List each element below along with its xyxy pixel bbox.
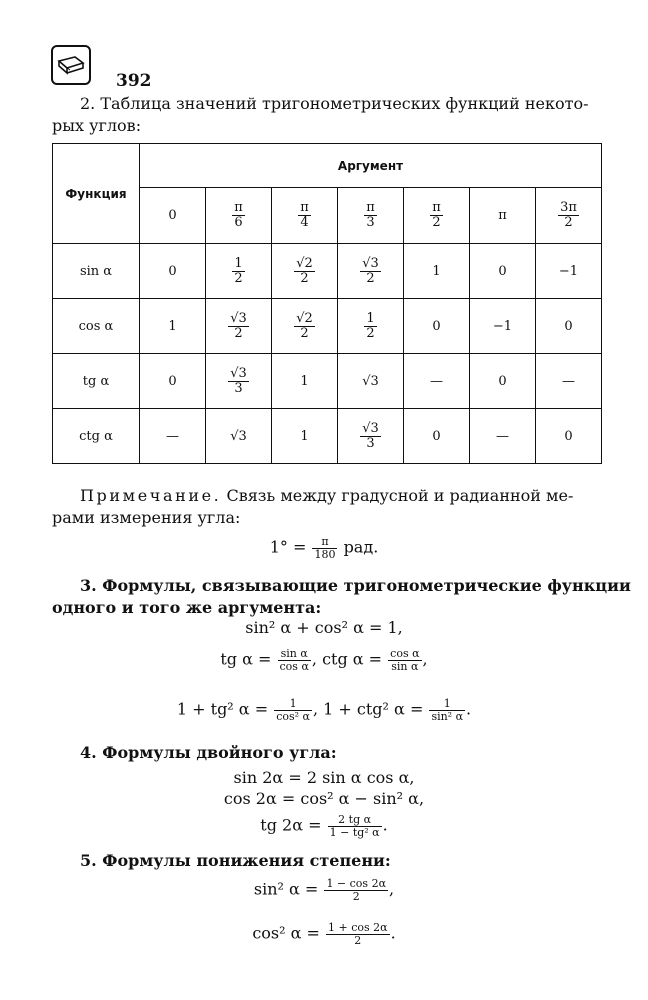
argument-cell — [338, 188, 404, 244]
table.rows.3.cells.5-value: — — [496, 428, 509, 444]
table.rows.3.cells.2-value: 1 — [300, 428, 309, 444]
section-3-line1: 3. Формулы, связывающие тригонометрические функции — [80, 576, 631, 595]
note-line1 — [80, 485, 573, 507]
table.rows.2.cells.1-fraction: $\frac{√3}{3}$ — [230, 365, 247, 396]
argument-cell — [272, 188, 338, 244]
squared-identity: 1 + tg² α = $\frac{1}{\text{cos² α}}$ , 1 + ctg² α = $\frac{1}{\text{sin² α}}$ . — [176, 697, 472, 723]
section-4-title: 4. Формулы двойного угла: — [80, 743, 337, 762]
table.rows.1.cells.1-fraction: $\frac{√3}{2}$ — [230, 310, 247, 341]
value-cell — [338, 244, 404, 299]
function-name: sin α — [53, 244, 140, 299]
function-name: cos α — [53, 299, 140, 354]
table.rows.2.cells.5-value: 0 — [498, 373, 507, 389]
table.rows.3.cells.6-value: 0 — [564, 428, 573, 444]
table.rows.3.cells.0-value: — — [166, 428, 179, 444]
value-cell — [206, 409, 272, 464]
degree-formula — [0, 536, 648, 560]
table.args.6-fraction: $\frac{3\pi}{2}$ — [560, 200, 577, 230]
table.rows.3.cells.4-value: 0 — [432, 428, 441, 444]
table-row — [53, 354, 602, 409]
value-cell — [338, 409, 404, 464]
tg-ctg-identity: tg α = $\frac{\text{sin α}}{\text{cos α}}$ , ctg α = $\frac{\text{cos α}}{\text{sin α}}$ , — [220, 647, 428, 673]
value-cell — [470, 244, 536, 299]
value-cell — [272, 244, 338, 299]
table-row — [53, 244, 602, 299]
function-name: ctg α — [53, 409, 140, 464]
power-sin: sin² α = $\frac{1 - \cos 2\alpha}{2}$ , — [253, 877, 395, 903]
value-cell — [470, 354, 536, 409]
double-sin: sin 2α = 2 sin α cos α, — [233, 768, 415, 787]
argument-cell — [404, 188, 470, 244]
table-row — [53, 299, 602, 354]
section-3-line2: одного и того же аргумента: — [52, 598, 322, 617]
value-cell — [140, 354, 206, 409]
table.rows.0.cells.5-value: 0 — [498, 263, 507, 279]
table.rows.1.cells.2-fraction: $\frac{√2}{2}$ — [296, 310, 313, 341]
value-cell — [404, 354, 470, 409]
table.rows.3.cells.3-fraction: $\frac{√3}{3}$ — [362, 420, 379, 451]
table.args.1-fraction: $\frac{\pi}{6}$ — [234, 200, 243, 230]
page-number: 392 — [116, 71, 152, 91]
table.rows.0.cells.2-fraction: $\frac{√2}{2}$ — [296, 255, 313, 286]
value-cell — [272, 354, 338, 409]
table.rows.0.cells.0-value: 0 — [168, 263, 177, 279]
table.rows.0.cells.4-value: 1 — [432, 263, 441, 279]
table.rows.1.cells.0-value: 1 — [168, 318, 177, 334]
value-cell — [536, 299, 602, 354]
power-cos: cos² α = $\frac{1 + \cos 2\alpha}{2}$ . — [252, 921, 396, 947]
value-cell — [338, 354, 404, 409]
table.rows.2.cells.4-value: — — [430, 373, 443, 389]
double-cos: cos 2α = cos² α − sin² α, — [223, 789, 425, 808]
table.rows.3.cells.1-value: √3 — [230, 428, 247, 444]
value-cell — [272, 409, 338, 464]
table-row — [53, 409, 602, 464]
argument-cell — [140, 188, 206, 244]
degree-fraction: $\frac{\pi}{180}$ — [314, 535, 336, 561]
section-2-line2: рых углов: — [52, 116, 142, 135]
section-2-line1: 2. Таблица значений тригонометрических функций некото- — [80, 94, 589, 113]
table.args.5-value: π — [498, 208, 507, 223]
pythagorean-identity: sin² α + cos² α = 1, — [245, 618, 403, 637]
header-argument: Аргумент — [140, 144, 602, 188]
function-name: tg α — [53, 354, 140, 409]
value-cell — [470, 299, 536, 354]
trig-values-table — [52, 143, 602, 464]
table.rows.0.cells.1-fraction: $\frac{1}{2}$ — [234, 255, 243, 286]
value-cell — [272, 299, 338, 354]
table.rows.2.cells.3-value: √3 — [362, 373, 379, 389]
table.args.4-fraction: $\frac{\pi}{2}$ — [432, 200, 441, 230]
book-icon — [51, 45, 91, 85]
note-line2: рами измерения угла: — [52, 508, 241, 527]
argument-cell — [470, 188, 536, 244]
table.rows.2.cells.0-value: 0 — [168, 373, 177, 389]
value-cell — [140, 299, 206, 354]
value-cell — [404, 244, 470, 299]
value-cell — [536, 354, 602, 409]
table.args.2-fraction: $\frac{\pi}{4}$ — [300, 200, 309, 230]
table-body — [53, 244, 602, 464]
note-text: Связь между градусной и радианной ме- — [221, 486, 574, 505]
table.rows.0.cells.6-value: −1 — [558, 263, 579, 279]
degree-lhs: 1° = — [269, 537, 307, 557]
table.rows.1.cells.6-value: 0 — [564, 318, 573, 334]
value-cell — [404, 409, 470, 464]
table.rows.1.cells.3-fraction: $\frac{1}{2}$ — [366, 310, 375, 341]
value-cell — [470, 409, 536, 464]
value-cell — [206, 354, 272, 409]
value-cell — [536, 409, 602, 464]
table.args.3-fraction: $\frac{\pi}{3}$ — [366, 200, 375, 230]
double-tg: tg 2α = $\frac{\text{2 tg α}}{\text{1 − tg² α}}$ . — [260, 813, 388, 839]
argument-cell — [206, 188, 272, 244]
value-cell — [140, 409, 206, 464]
table.args.0-value: 0 — [168, 208, 177, 223]
value-cell — [140, 244, 206, 299]
table.rows.1.cells.4-value: 0 — [432, 318, 441, 334]
argument-cell — [536, 188, 602, 244]
table.rows.1.cells.5-value: −1 — [492, 318, 513, 334]
header-function: Функция — [53, 144, 140, 244]
value-cell — [206, 299, 272, 354]
degree-rhs: рад. — [343, 537, 379, 557]
value-cell — [338, 299, 404, 354]
value-cell — [536, 244, 602, 299]
table.rows.0.cells.3-fraction: $\frac{√3}{2}$ — [362, 255, 379, 286]
note-label: Примечание. — [80, 486, 222, 505]
table.rows.2.cells.2-value: 1 — [300, 373, 309, 389]
value-cell — [206, 244, 272, 299]
table.rows.2.cells.6-value: — — [562, 373, 575, 389]
section-5-title: 5. Формулы понижения степени: — [80, 851, 391, 870]
value-cell — [404, 299, 470, 354]
